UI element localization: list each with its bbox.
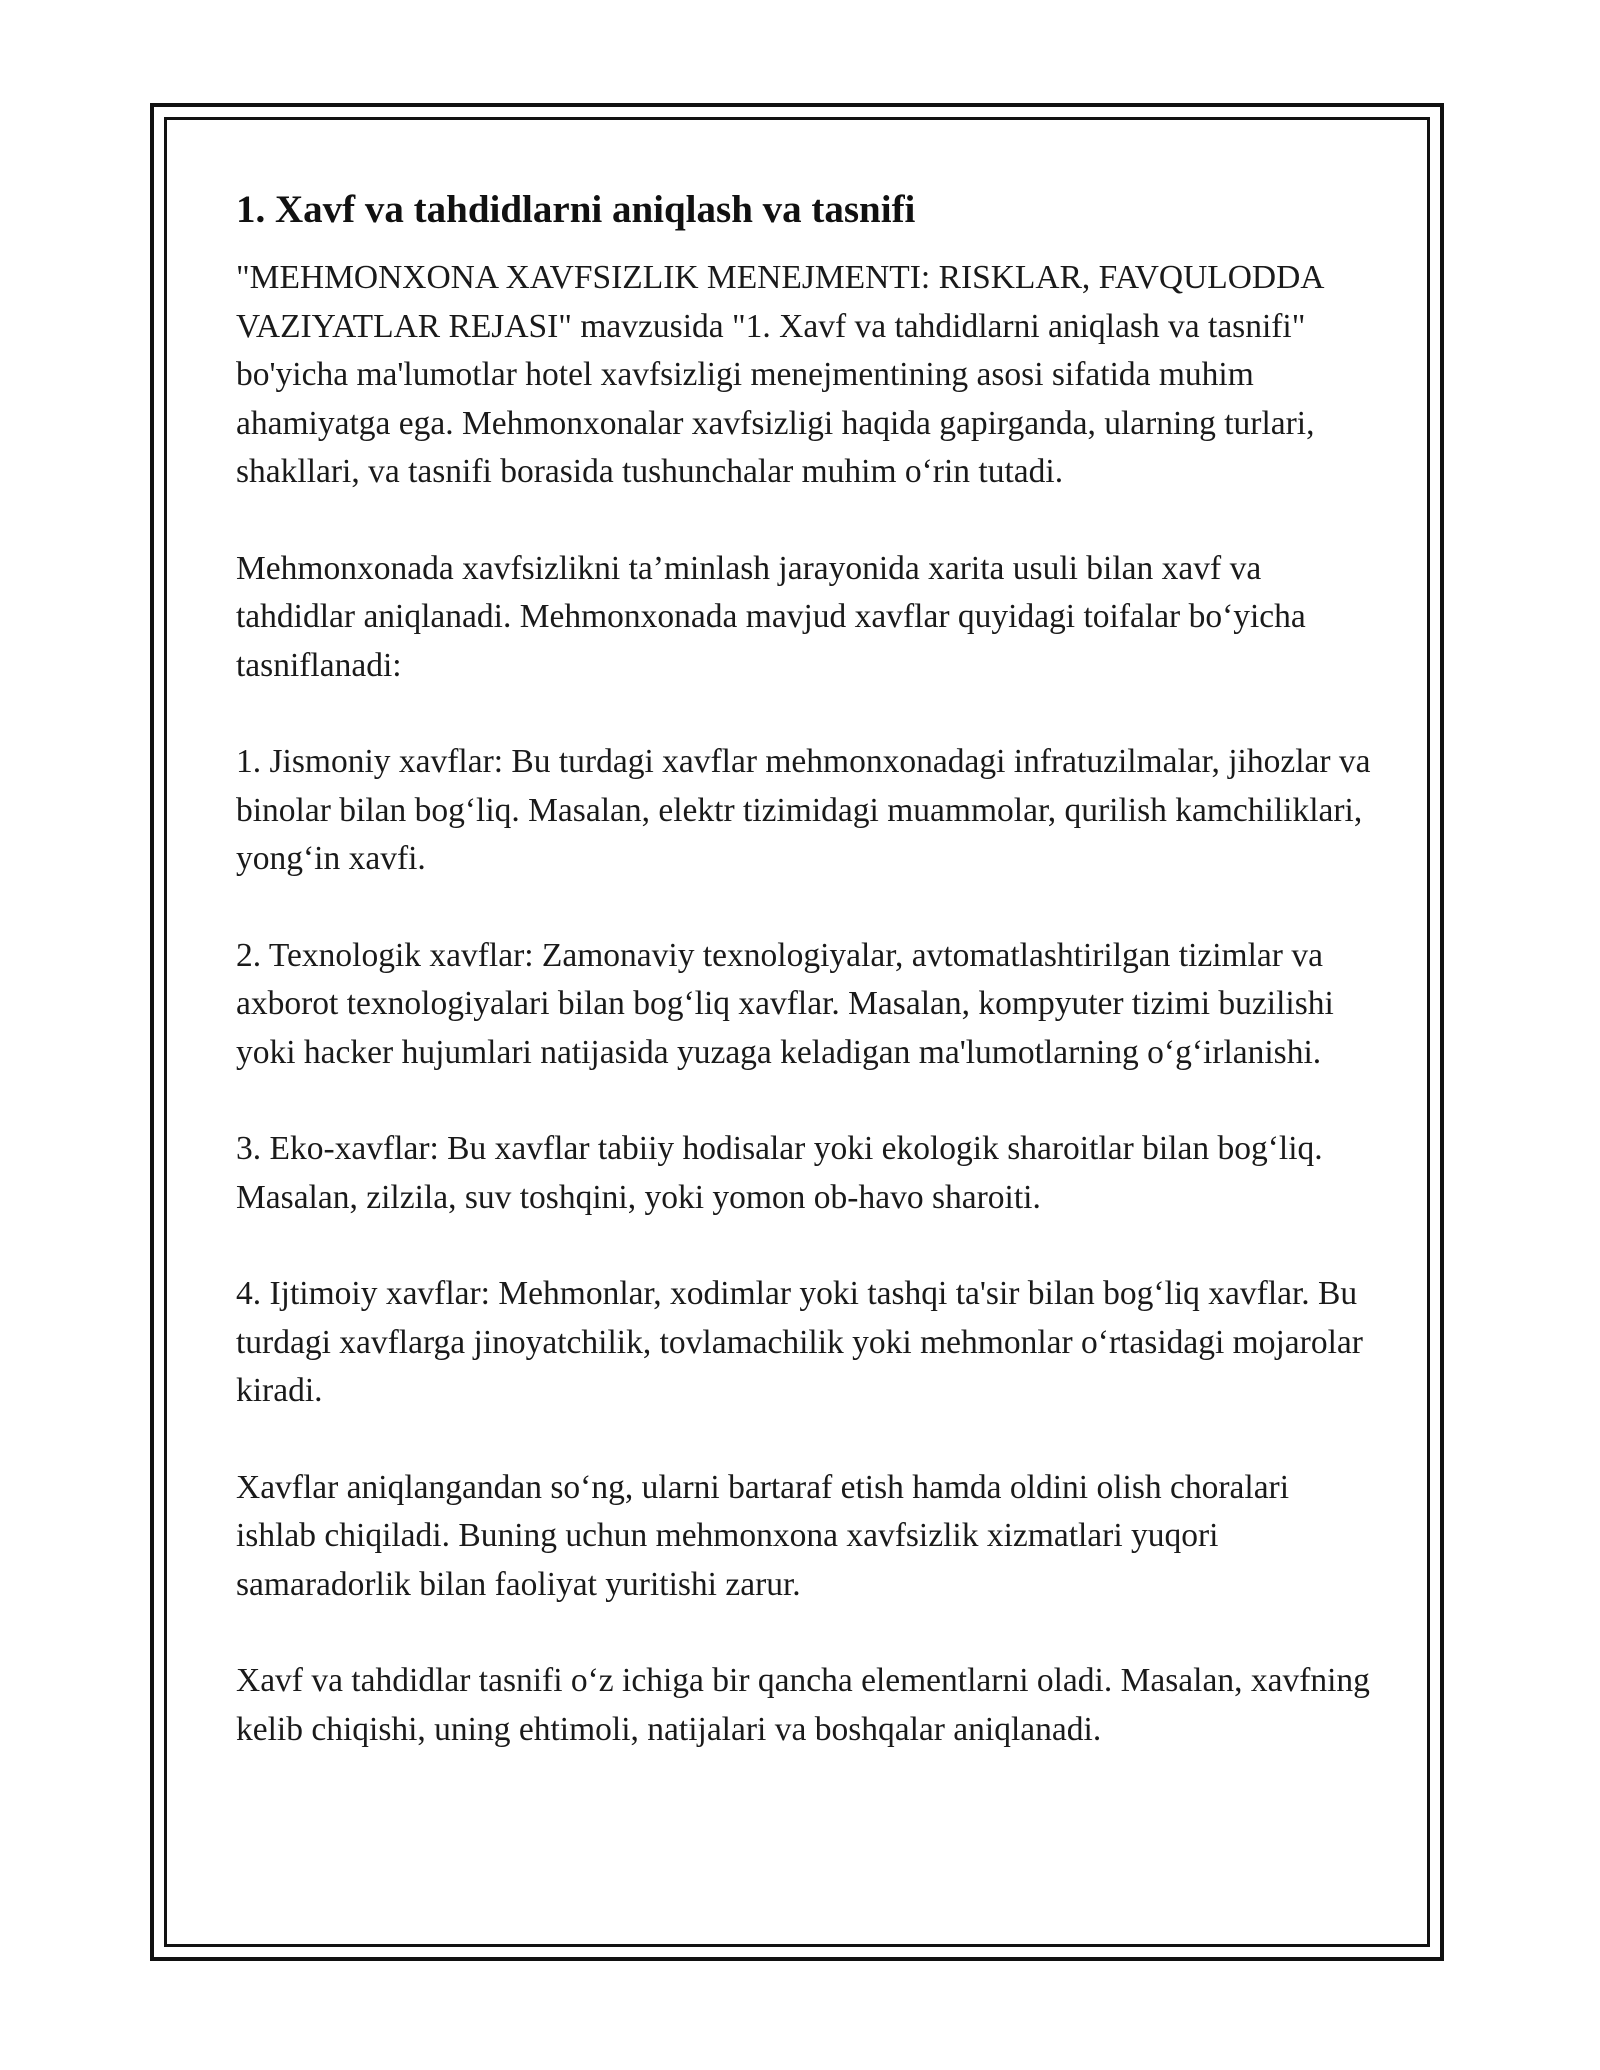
document-body bbox=[236, 186, 1376, 1802]
paragraph-physical-risks: 1. Jismoniy xavflar: Bu turdagi xavflar mehmonxonadagi infratuzilmalar, jihozlar va binolar bilan bog‘liq. Masalan, elektr tizimidagi muammolar, qurilish kamchiliklari, yong‘in xavfi. bbox=[236, 743, 1371, 877]
paragraph-eco-risks: 3. Eko-xavflar: Bu xavflar tabiiy hodisalar yoki ekologik sharoitlar bilan bog‘liq. Masalan, zilzila, suv toshqini, yoki yomon ob-havo sharoiti. bbox=[236, 1130, 1323, 1216]
paragraph-mitigation: Xavflar aniqlangandan so‘ng, ularni bartaraf etish hamda oldini olish choralari ishlab chiqiladi. Buning uchun mehmonxona xavfsizlik xizmatlari yuqori samaradorlik bilan faoliyat yuritishi zarur. bbox=[236, 1468, 1290, 1603]
paragraph-classification-elements: Xavf va tahdidlar tasnifi o‘z ichiga bir qancha elementlarni oladi. Masalan, xavfning kelib chiqishi, uning ehtimoli, natijalari va boshqalar aniqlanadi. bbox=[236, 1662, 1370, 1748]
paragraph-intro: "MEHMONXONA XAVFSIZLIK MENEJMENTI: RISKLAR, FAVQULODDA VAZIYATLAR REJASI" mavzusida "1. Xavf va tahdidlarni aniqlash va tasnifi" bo'yicha ma'lumotlar hotel xavfsizligi menejmentining asosi sifatida muhim ahamiyatga ega. Mehmonxonalar xavfsizligi haqida gapirganda, ularning turlari, shakllari, va tasnifi borasida tushunchalar muhim o‘rin tutadi. bbox=[236, 259, 1323, 490]
section-heading: 1. Xavf va tahdidlarni aniqlash va tasnifi bbox=[236, 188, 916, 231]
paragraph-mapping-method: Mehmonxonada xavfsizlikni ta’minlash jarayonida xarita usuli bilan xavf va tahdidlar aniqlanadi. Mehmonxonada mavjud xavflar quyidagi toifalar bo‘yicha tasniflanadi: bbox=[236, 549, 1306, 684]
paragraph-technological-risks: 2. Texnologik xavflar: Zamonaviy texnologiyalar, avtomatlashtirilgan tizimlar va axborot texnologiyalari bilan bog‘liq xavflar. Masalan, kompyuter tizimi buzilishi yoki hacker hujumlari natijasida yuzaga keladigan ma'lumotlarning o‘g‘irlanishi. bbox=[236, 936, 1334, 1071]
paragraph-social-risks: 4. Ijtimoiy xavflar: Mehmonlar, xodimlar yoki tashqi ta'sir bilan bog‘liq xavflar. Bu turdagi xavflarga jinoyatchilik, tovlamachilik yoki mehmonlar o‘rtasidagi mojarolar kiradi. bbox=[236, 1275, 1363, 1409]
